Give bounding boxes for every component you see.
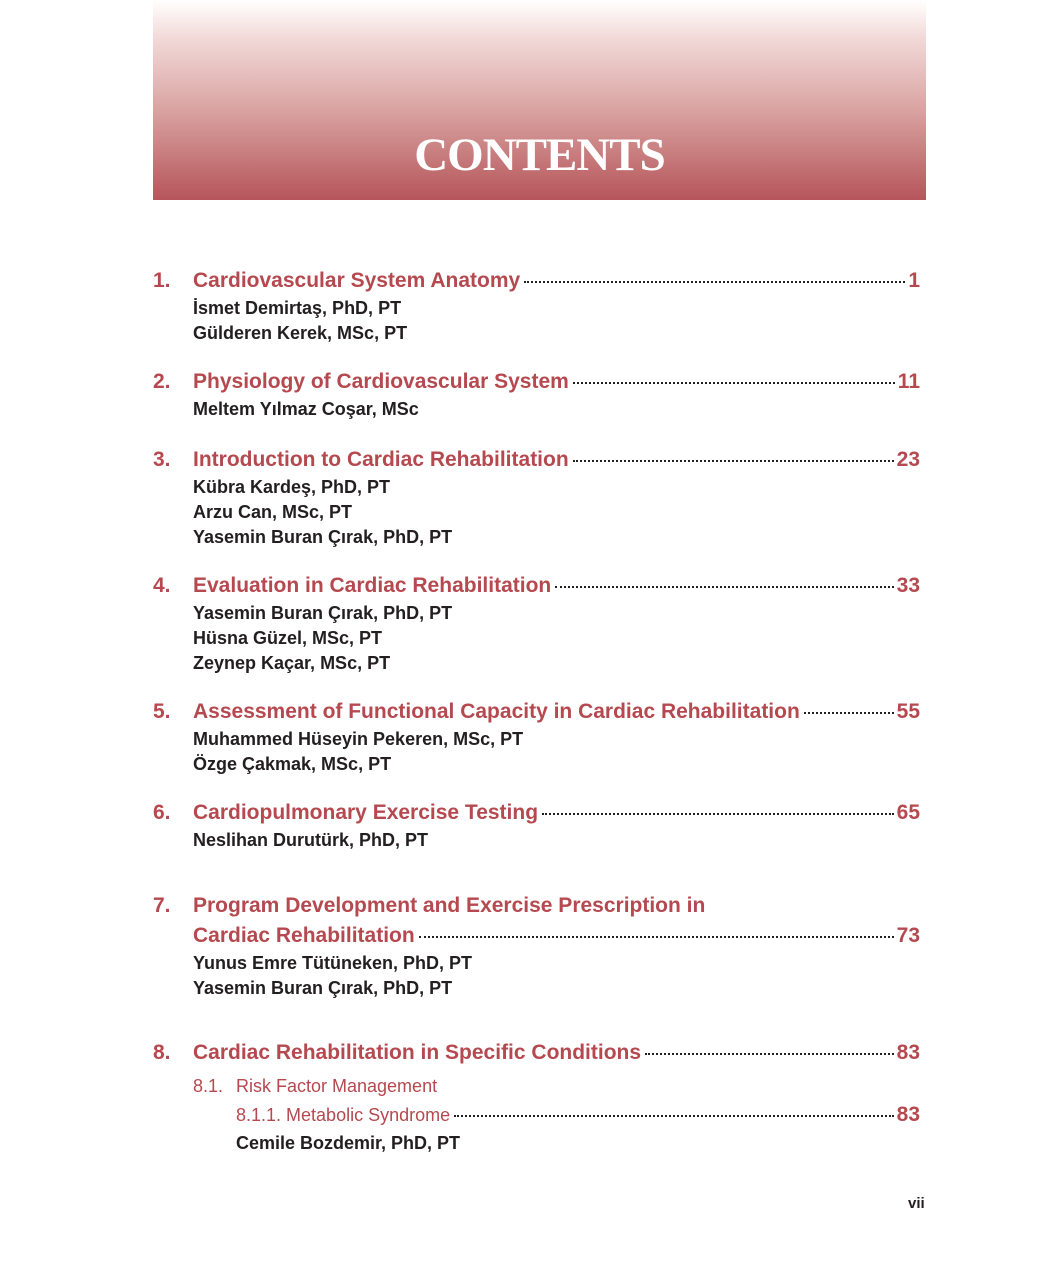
toc-subsubentry[interactable] — [153, 1101, 920, 1129]
toc-entry-2[interactable] — [153, 367, 920, 422]
author: Yasemin Buran Çırak, PhD, PT — [193, 527, 453, 547]
author: İsmet Demirtaş, PhD, PT — [193, 298, 402, 318]
chapter-number: 4. — [153, 574, 171, 597]
page-number: 73 — [896, 924, 920, 947]
page-folio: vii — [908, 1195, 925, 1212]
chapter-number: 8. — [153, 1041, 171, 1064]
page-title: CONTENTS — [414, 129, 665, 181]
chapter-number: 1. — [153, 269, 171, 292]
chapter-title: Introduction to Cardiac Rehabilitation — [193, 448, 569, 471]
toc-entry-6[interactable] — [153, 798, 920, 853]
toc-entry-1[interactable] — [153, 266, 920, 346]
dot-leader — [555, 586, 893, 588]
toc-entry-8[interactable] — [153, 1038, 920, 1157]
toc-entry-3[interactable] — [153, 445, 920, 550]
table-of-contents — [153, 266, 920, 1157]
page-number: 55 — [896, 700, 920, 723]
dot-leader — [804, 712, 894, 714]
toc-entry-heading — [153, 1038, 920, 1068]
author: Kübra Kardeş, PhD, PT — [193, 477, 391, 497]
chapter-number: 6. — [153, 801, 171, 824]
chapter-number: 7. — [153, 894, 171, 917]
dot-leader — [573, 460, 894, 462]
toc-entry-heading — [153, 891, 920, 921]
toc-entry-heading — [153, 697, 920, 727]
chapter-title: Assessment of Functional Capacity in Cardiac Rehabilitation — [193, 700, 800, 723]
page-number: 1 — [908, 269, 920, 292]
toc-entry-heading — [153, 367, 920, 397]
author: Yunus Emre Tütüneken, PhD, PT — [193, 953, 473, 973]
toc-entry-heading — [153, 445, 920, 475]
chapter-title: Physiology of Cardiovascular System — [193, 370, 569, 393]
chapter-title: Cardiovascular System Anatomy — [193, 269, 521, 292]
toc-entry-heading — [153, 266, 920, 296]
author: Zeynep Kaçar, MSc, PT — [193, 653, 391, 673]
toc-entry-heading-continued — [153, 921, 920, 951]
toc-entry-7[interactable] — [153, 891, 920, 1001]
page-number: 83 — [896, 1103, 920, 1126]
section-title: Risk Factor Management — [236, 1076, 438, 1096]
dot-leader — [454, 1115, 894, 1117]
author: Özge Çakmak, MSc, PT — [193, 754, 392, 774]
chapter-title: Program Development and Exercise Prescription in — [193, 894, 706, 917]
page-number: 65 — [896, 801, 920, 824]
author: Yasemin Buran Çırak, PhD, PT — [193, 603, 453, 623]
dot-leader — [542, 813, 894, 815]
author: Arzu Can, MSc, PT — [193, 502, 353, 522]
toc-entry-heading — [153, 571, 920, 601]
page-number: 83 — [896, 1041, 920, 1064]
header-band — [153, 0, 926, 200]
chapter-title: Evaluation in Cardiac Rehabilitation — [193, 574, 552, 597]
author: Hüsna Güzel, MSc, PT — [193, 628, 383, 648]
dot-leader — [419, 936, 894, 938]
toc-subentry[interactable] — [153, 1071, 920, 1101]
toc-entry-5[interactable] — [153, 697, 920, 777]
chapter-number: 2. — [153, 370, 171, 393]
dot-leader — [645, 1053, 894, 1055]
section-number: 8.1. — [193, 1076, 224, 1096]
chapter-title: Cardiopulmonary Exercise Testing — [193, 801, 539, 824]
chapter-title: Cardiac Rehabilitation in Specific Conditions — [193, 1041, 642, 1064]
page-number: 23 — [896, 448, 920, 471]
author: Neslihan Durutürk, PhD, PT — [193, 830, 429, 850]
dot-leader — [573, 382, 895, 384]
author: Yasemin Buran Çırak, PhD, PT — [193, 978, 453, 998]
author: Muhammed Hüseyin Pekeren, MSc, PT — [193, 729, 524, 749]
dot-leader — [524, 281, 905, 283]
subsection-title: 8.1.1. Metabolic Syndrome — [236, 1105, 451, 1125]
page-number: 11 — [897, 370, 920, 393]
author: Gülderen Kerek, MSc, PT — [193, 323, 408, 343]
chapter-number: 5. — [153, 700, 171, 723]
chapter-title: Cardiac Rehabilitation — [193, 924, 415, 947]
author: Cemile Bozdemir, PhD, PT — [236, 1133, 461, 1153]
page-number: 33 — [896, 574, 920, 597]
toc-entry-heading — [153, 798, 920, 828]
author: Meltem Yılmaz Coşar, MSc — [193, 399, 419, 419]
chapter-number: 3. — [153, 448, 171, 471]
toc-entry-4[interactable] — [153, 571, 920, 676]
